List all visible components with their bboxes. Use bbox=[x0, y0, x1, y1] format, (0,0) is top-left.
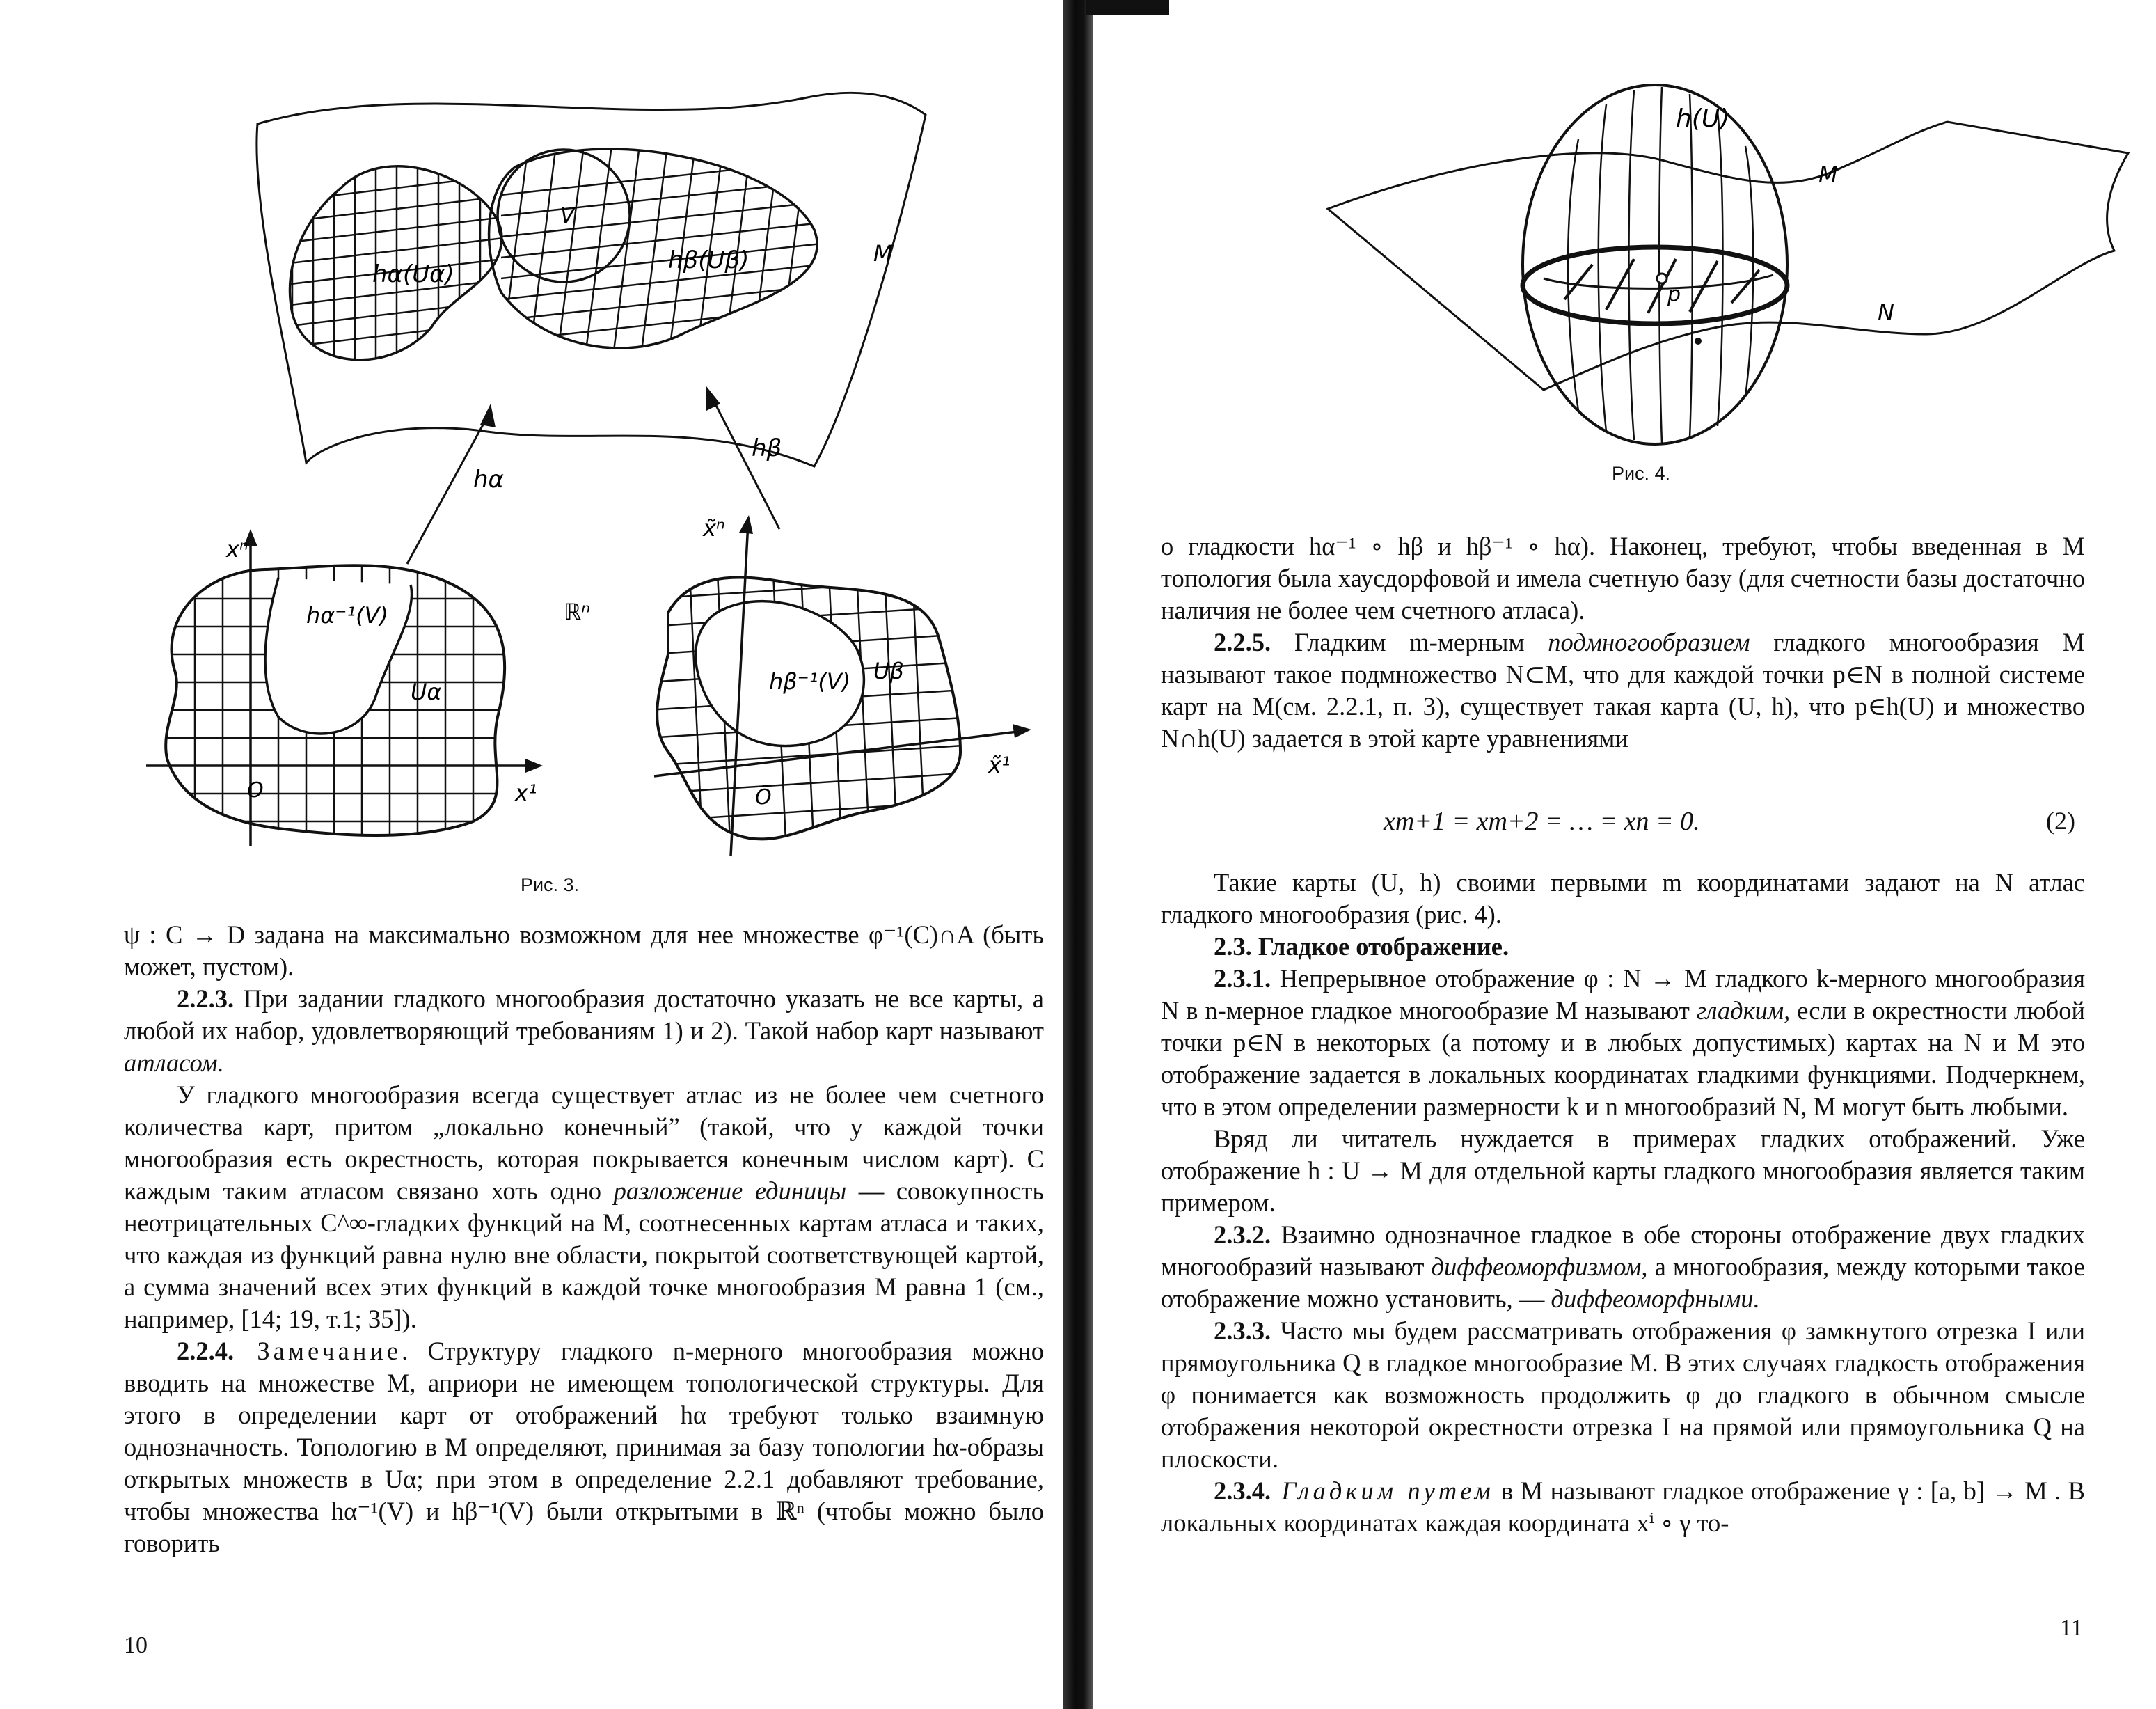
text-2-2-5-b: гладкого многообразия M называют такое подмножество N⊂M, что для каждой точки p∈N в полной системе карт на M(см. 2.2.1, п. 3), существует такая карта (U, h), что p∈h(U) и множество N∩h(U) задается в этой карте уравнениями bbox=[1161, 628, 2085, 753]
label-ha-Ua: hα(Uα) bbox=[372, 260, 454, 288]
text-2-3-4: в M называют гладкое отображение γ : [a, b] → M . В локальных координатах каждая координата xⁱ ∘ γ то- bbox=[1161, 1476, 2085, 1537]
num-2-2-5: 2.2.5. bbox=[1214, 628, 1271, 656]
label-x1: x¹ bbox=[515, 780, 537, 806]
text-2-3-1-b: если в окрестности любой точки p∈N в некоторых (а потому и в любых допустимых) картах на N и M это отображение задается в локальных координатах гладкими функциями. Подчеркнем, что в этом определении размерности k и n многообразий N, M могут быть любыми. bbox=[1161, 996, 2085, 1121]
paragraph-smoothness: о гладкости hα⁻¹ ∘ hβ и hβ⁻¹ ∘ hα). Наконец, требуют, чтобы введенная в M топология была хаусдорфовой и имела счетную базу (для счетности базы достаточно наличия не более чем счетного атласа). bbox=[1161, 532, 2085, 624]
label-Ub: Uβ bbox=[873, 658, 904, 684]
num-2-3-2: 2.3.2. bbox=[1214, 1220, 1271, 1249]
paragraph-2-3-3 bbox=[1161, 1315, 2085, 1475]
page-number-left: 10 bbox=[124, 1632, 148, 1658]
remark-word: Замечание bbox=[234, 1337, 402, 1365]
num-2-3-3: 2.3.3. bbox=[1214, 1316, 1271, 1345]
paragraph-2-2-5 bbox=[1161, 627, 2085, 755]
label-xn: xⁿ bbox=[226, 536, 248, 562]
book-spine bbox=[1063, 0, 1093, 1709]
term-atlas: атласом. bbox=[124, 1048, 224, 1077]
left-text-body bbox=[124, 919, 1044, 1559]
term-partition-unity: разложение единицы bbox=[613, 1176, 847, 1205]
text-2-3-3: Часто мы будем рассматривать отображения φ замкнутого отрезка I или прямоугольника Q в гладкое многообразие M. В этих случаях гладкость отображения φ понимается как возможность продолжить φ до гладкого в обычном смысле отображения некоторой окрестности отрезка I на прямой или прямоугольника Q на плоскости. bbox=[1161, 1316, 2085, 1473]
paragraph-examples: Вряд ли читатель нуждается в примерах гладких отображений. Уже отображение h : U → M для отдельной карты гладкого многообразия является таким примером. bbox=[1161, 1124, 2085, 1217]
text-2-3-1-a: Непрерывное отображение φ : N → M гладкого k-мерного многообразия N в n-мерное гладкое многообразие M называют bbox=[1161, 964, 2085, 1025]
paragraph-psi: ψ : C → D задана на максимально возможном для нее множестве φ⁻¹(C)∩A (быть может, пустом). bbox=[124, 920, 1044, 981]
equation-text: xm+1 = xm+2 = … = xn = 0. bbox=[1384, 807, 1700, 836]
label-xn-tilde: x̃ⁿ bbox=[703, 515, 725, 542]
right-text-top bbox=[1161, 530, 2085, 755]
figure-3 bbox=[0, 0, 1065, 877]
page-number-right: 11 bbox=[2060, 1615, 2083, 1641]
label-origin: O bbox=[247, 778, 264, 803]
label-Ua: Uα bbox=[411, 679, 442, 705]
section-2-3-heading: 2.3. Гладкое отображение. bbox=[1214, 932, 1509, 961]
equation-2 bbox=[1384, 806, 1700, 837]
text-atlas-b: — совокупность неотрицательных C^∞-гладких функций на M, соотнесенных картам атласа и таких, что каждая из функций равна нулю вне области, покрытой соответствующей картой, а сумма значений всех этих функций в каждой точке многообразия M равна 1 (см., например, [14; 19, т.1; 35]). bbox=[124, 1176, 1044, 1333]
equation-number: (2) bbox=[2046, 807, 2075, 835]
text-2-2-4: . Структуру гладкого n-мерного многообразия можно вводить на множестве M, априори не имеющем топологической структуры. Для этого в определении карт от отображений hα требуют только взаимную однозначность. Топологию в M определяют, принимая за базу топологии hα-образы открытых множеств в Uα; при этом в определение 2.2.1 добавляют требование, чтобы множества hα⁻¹(V) и hβ⁻¹(V) были открытыми в ℝⁿ (чтобы можно было говорить bbox=[124, 1337, 1045, 1557]
fig4-label-hU: h(U) bbox=[1676, 104, 1730, 133]
text-2-2-5-a: Гладким m-мерным bbox=[1271, 628, 1548, 656]
term-smooth-path: Гладким путем bbox=[1271, 1476, 1494, 1505]
fig4-label-N: N bbox=[1878, 299, 1894, 326]
figure-4 bbox=[1091, 0, 2156, 501]
right-text-bottom bbox=[1161, 867, 2085, 1539]
label-hainv-V: hα⁻¹(V) bbox=[306, 602, 388, 629]
paragraph-2-2-4 bbox=[124, 1335, 1044, 1559]
num-2-3-4: 2.3.4. bbox=[1214, 1476, 1271, 1505]
text-atlas-a: У гладкого многообразия всегда существует атлас из не более чем счетного количества карт, притом „локально конечный” (такой, что у каждой точки многообразия есть окрестность, которая покрывается конечным числом карт). С каждым таким атласом связано хоть одно bbox=[124, 1080, 1044, 1205]
paragraph-2-2-3 bbox=[124, 983, 1044, 1079]
label-x1-tilde: x̃¹ bbox=[988, 752, 1010, 778]
term-smooth: гладким, bbox=[1696, 996, 1791, 1025]
paragraph-2-3-4 bbox=[1161, 1475, 2085, 1539]
label-ha-arrow: hα bbox=[473, 466, 504, 494]
num-2-2-3: 2.2.3. bbox=[177, 984, 235, 1013]
term-diffeomorphic: диффеоморфными. bbox=[1551, 1284, 1760, 1313]
label-Rn: ℝⁿ bbox=[564, 599, 591, 625]
term-submanifold: подмногообразием bbox=[1548, 628, 1750, 656]
num-2-3-1: 2.3.1. bbox=[1214, 964, 1271, 993]
text-2-3-2-a: Взаимно однозначное гладкое в обе стороны отображение двух гладких многообразий называют bbox=[1161, 1220, 2085, 1281]
paragraph-2-3-1 bbox=[1161, 963, 2085, 1123]
paragraph-2-3-2 bbox=[1161, 1219, 2085, 1315]
figure-3-caption: Рис. 3. bbox=[520, 874, 580, 895]
term-diffeomorphism: диффеоморфизмом, bbox=[1431, 1252, 1648, 1281]
label-hb-Ub: hβ(Uβ) bbox=[668, 246, 750, 274]
label-V: V bbox=[560, 204, 575, 228]
fig4-label-p: p bbox=[1667, 283, 1681, 307]
label-M: M bbox=[873, 240, 893, 267]
label-origin-tilde: Õ bbox=[755, 785, 772, 810]
paragraph-atlas-partition bbox=[124, 1079, 1044, 1335]
left-page bbox=[0, 0, 1065, 1709]
figure-4-caption: Рис. 4. bbox=[1611, 463, 1671, 484]
text-2-2-3: При задании гладкого многообразия достаточно указать не все карты, а любой их набор, удовлетворяющий требованиям 1) и 2). Такой набор карт называют bbox=[124, 984, 1044, 1045]
num-2-2-4: 2.2.4. bbox=[177, 1337, 235, 1365]
paragraph-charts-atlas: Такие карты (U, h) своими первыми m координатами задают на N атлас гладкого многообразия (рис. 4). bbox=[1161, 868, 2085, 929]
label-hbinv-V: hβ⁻¹(V) bbox=[769, 668, 851, 695]
right-page bbox=[1091, 0, 2156, 1709]
text-2-3-2-b: а многообразия, между которыми такое отображение можно установить, — bbox=[1161, 1252, 2085, 1313]
fig4-label-M: M bbox=[1818, 162, 1838, 188]
label-hb-arrow: hβ bbox=[752, 434, 782, 462]
